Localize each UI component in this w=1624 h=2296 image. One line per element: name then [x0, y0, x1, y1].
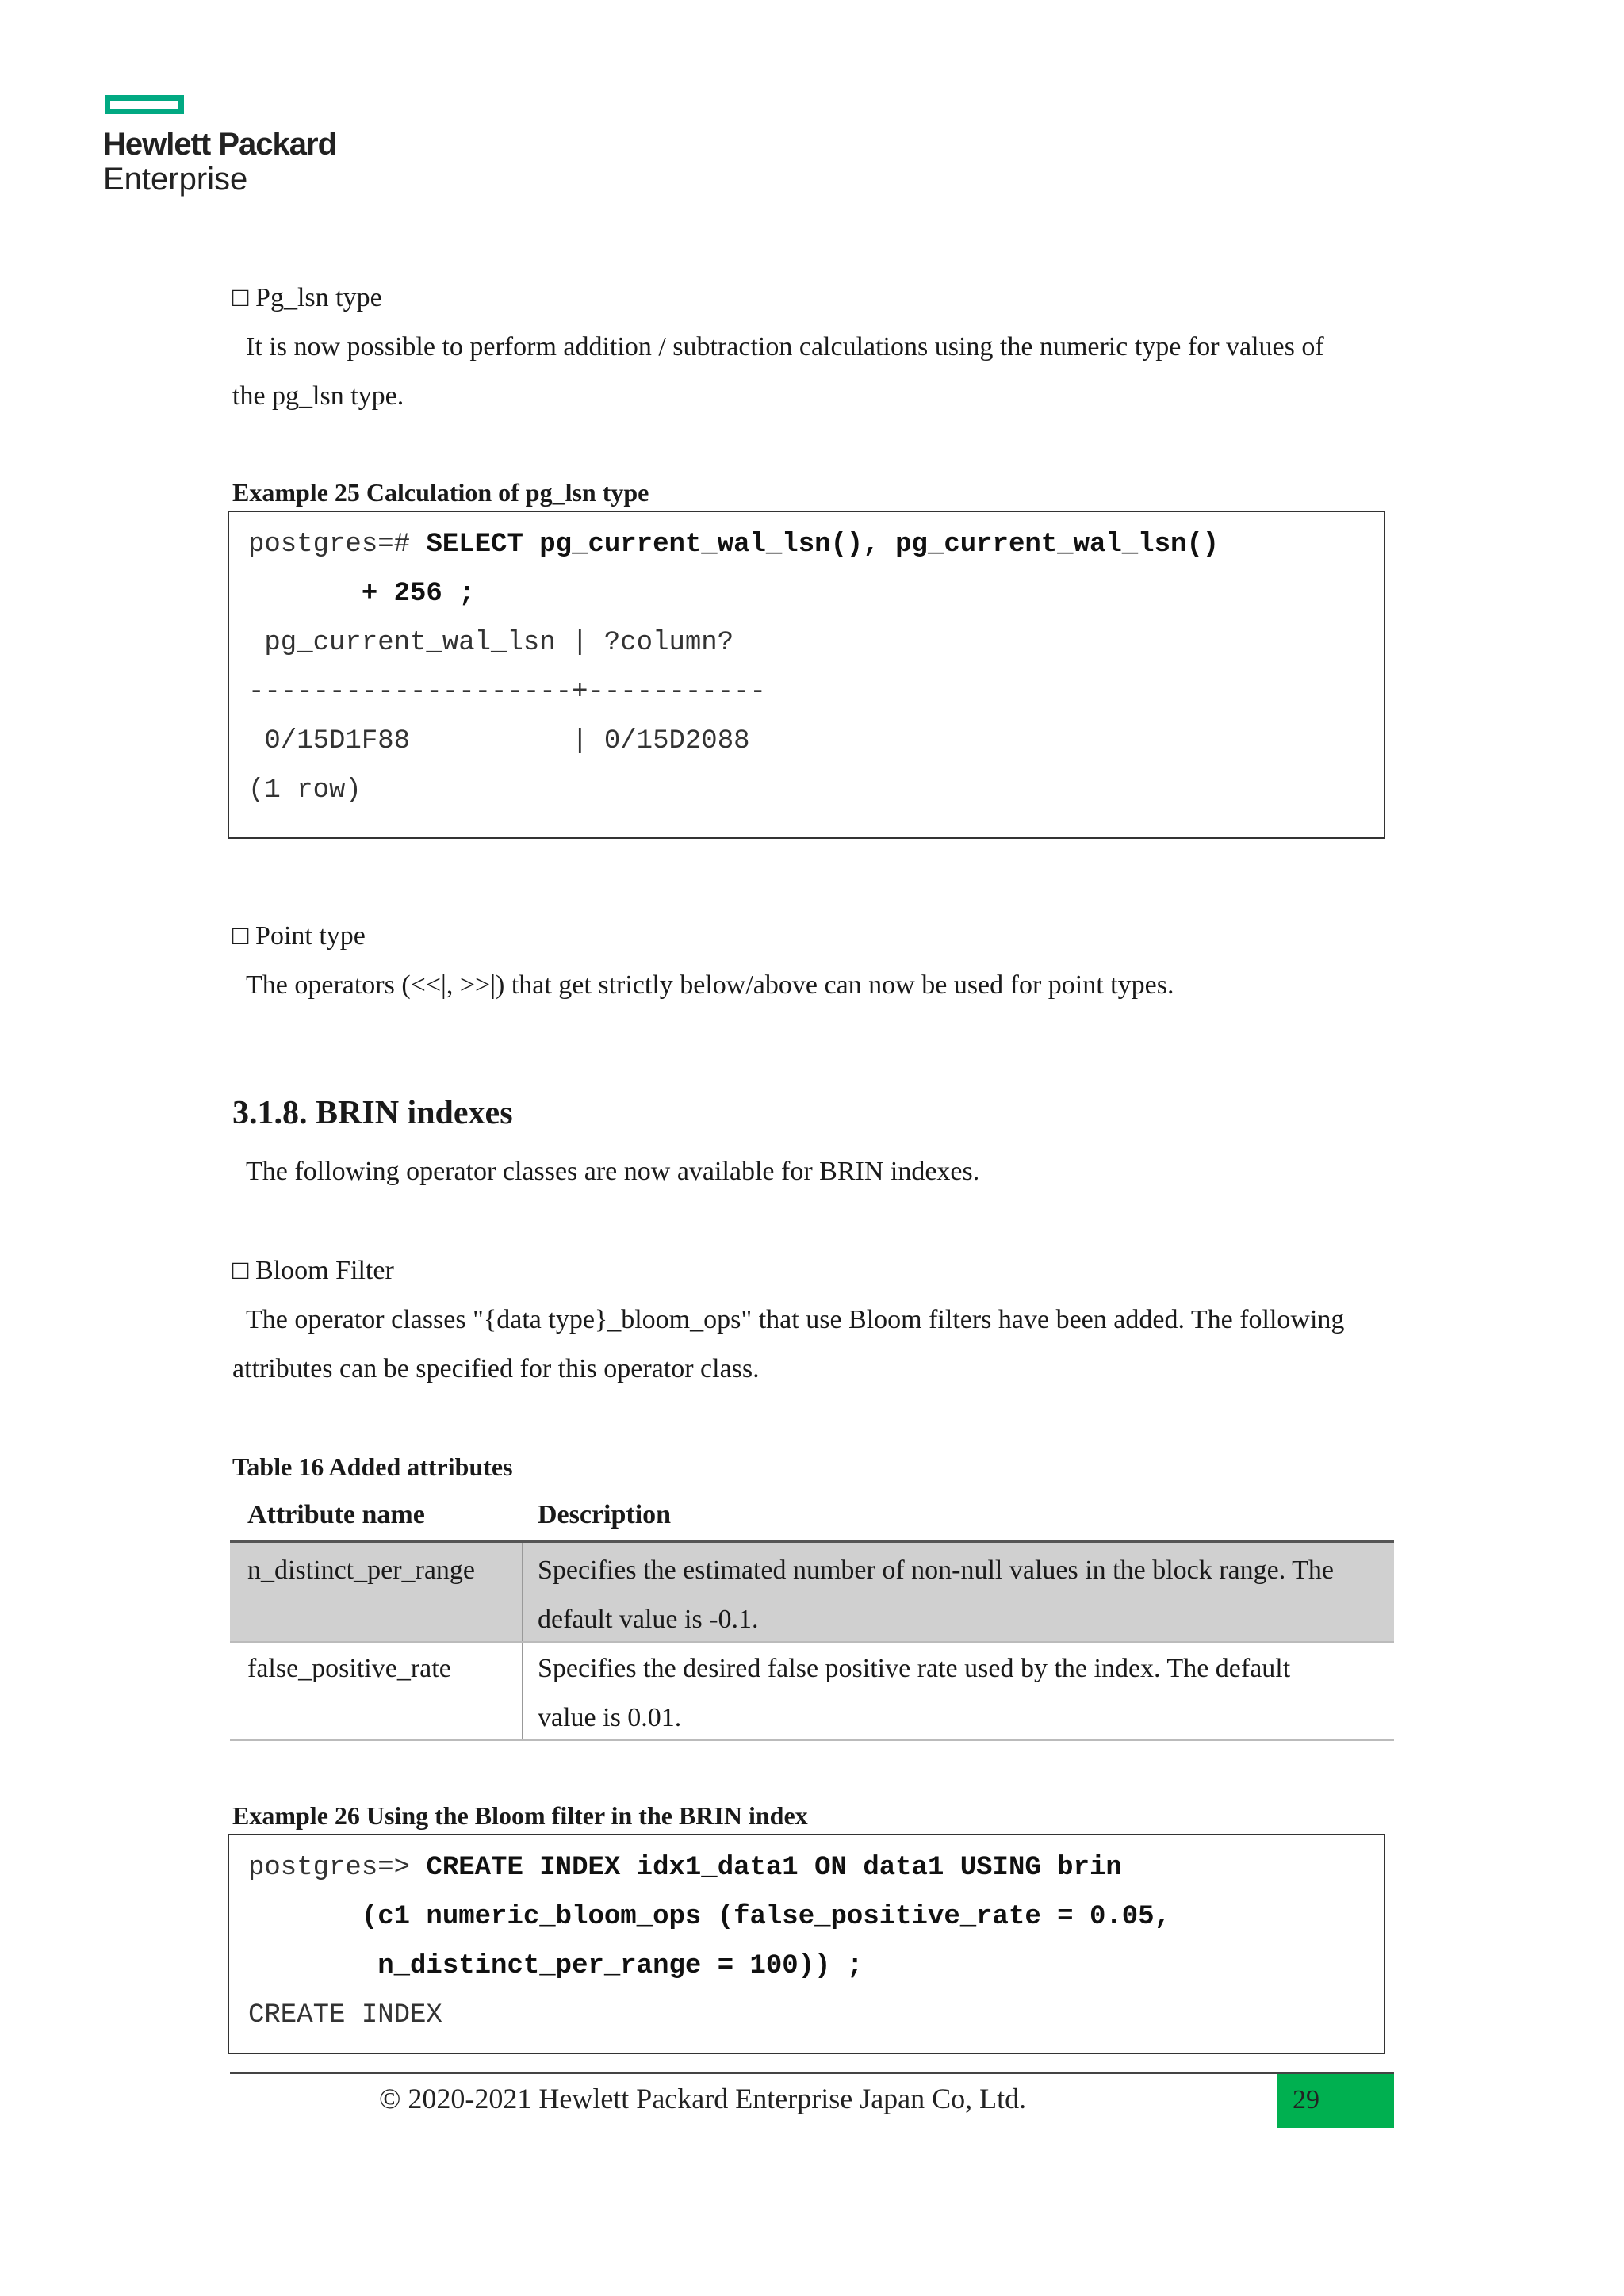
pglsn-text-line1: It is now possible to perform addition / subtraction calculations using the numeric type for values of — [232, 332, 1324, 362]
code-output: (1 row) — [248, 775, 362, 806]
example26-code-box — [228, 1834, 1385, 2054]
example25-caption: Example 25 Calculation of pg_lsn type — [232, 478, 649, 507]
table-header-attribute: Attribute name — [247, 1500, 425, 1529]
code-line — [248, 530, 1219, 560]
code-command: (c1 numeric_bloom_ops (false_positive_rate = 0.05, — [248, 1902, 1170, 1932]
code-command: CREATE INDEX idx1_data1 ON data1 USING brin — [426, 1853, 1122, 1883]
pglsn-text-line2: the pg_lsn type. — [232, 381, 404, 411]
logo-text-line1: Hewlett Packard — [103, 127, 337, 162]
code-output: 0/15D1F88 | 0/15D2088 — [248, 726, 750, 756]
code-line — [248, 579, 475, 609]
code-command: + 256 ; — [248, 579, 475, 609]
table16-caption: Table 16 Added attributes — [232, 1452, 513, 1481]
example25-code-box — [228, 511, 1385, 839]
footer-rule — [230, 2072, 1394, 2074]
bloom-heading: □ Bloom Filter — [232, 1256, 394, 1285]
point-text-line1: The operators (<<|, >>|) that get strictly below/above can now be used for point types. — [232, 970, 1174, 1000]
table-cell-desc: Specifies the estimated number of non-null values in the block range. The — [538, 1556, 1334, 1585]
table-cell-desc: value is 0.01. — [538, 1703, 682, 1732]
bloom-text-line2: attributes can be specified for this operator class. — [232, 1354, 760, 1383]
table-cell-desc: default value is -0.1. — [538, 1605, 759, 1634]
pglsn-heading: □ Pg_lsn type — [232, 283, 382, 312]
table-row-divider — [230, 1641, 1394, 1643]
code-command: n_distinct_per_range = 100)) ; — [248, 1951, 864, 1981]
code-output: CREATE INDEX — [248, 2000, 442, 2030]
hpe-logo-bar — [105, 95, 184, 114]
code-line — [248, 1853, 1122, 1883]
table-header-description: Description — [538, 1500, 672, 1529]
table-cell-name: n_distinct_per_range — [247, 1556, 476, 1585]
point-heading: □ Point type — [232, 921, 366, 951]
table-cell-desc: Specifies the desired false positive rate used by the index. The default — [538, 1654, 1291, 1683]
code-line — [248, 1951, 863, 1981]
bloom-text-line1: The operator classes "{data type}_bloom_ops" that use Bloom filters have been added. The following — [232, 1305, 1345, 1334]
code-output: pg_current_wal_lsn | ?column? — [248, 628, 734, 658]
page-number: 29 — [1293, 2085, 1320, 2114]
table-bottom-rule — [230, 1739, 1394, 1741]
code-prompt: postgres=> — [248, 1853, 427, 1883]
brin-text-line1: The following operator classes are now available for BRIN indexes. — [232, 1157, 980, 1186]
table-cell-name: false_positive_rate — [247, 1654, 451, 1683]
example26-caption: Example 26 Using the Bloom filter in the BRIN index — [232, 1801, 808, 1830]
logo-text-line2: Enterprise — [103, 162, 248, 197]
code-prompt: postgres=# — [248, 530, 427, 560]
code-output: --------------------+----------- — [248, 677, 766, 707]
code-command: SELECT pg_current_wal_lsn(), pg_current_wal_lsn() — [426, 530, 1220, 560]
footer-copyright: © 2020-2021 Hewlett Packard Enterprise Japan Co, Ltd. — [379, 2083, 1027, 2114]
section-heading: 3.1.8. BRIN indexes — [232, 1095, 513, 1131]
code-line — [248, 1902, 1170, 1932]
